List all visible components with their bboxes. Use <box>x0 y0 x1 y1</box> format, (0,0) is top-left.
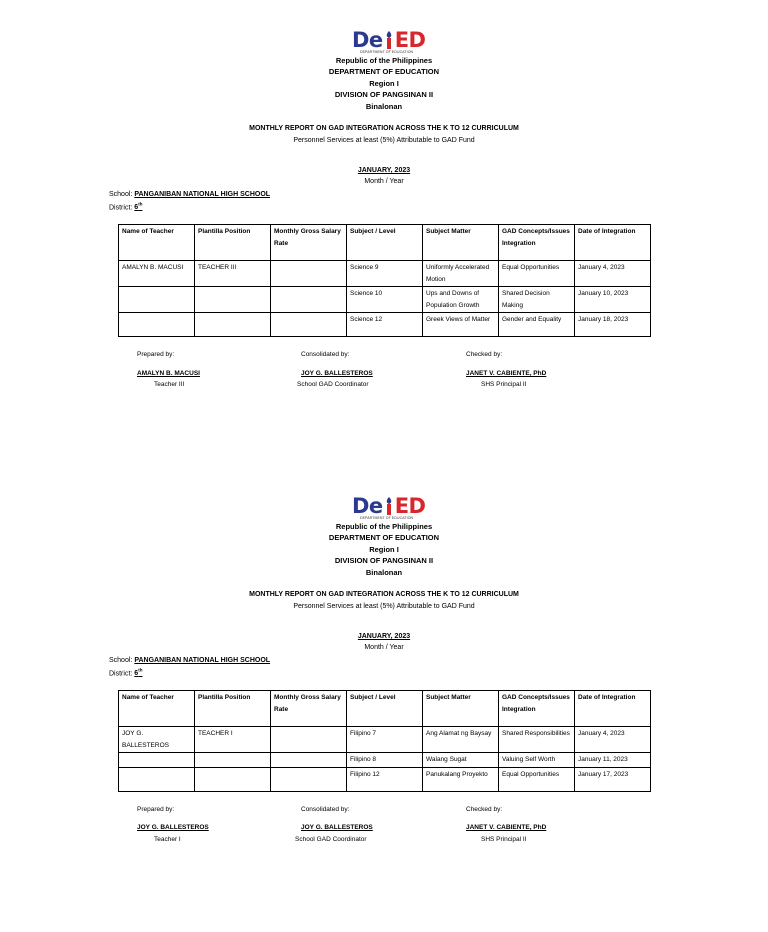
checked-by-label: Checked by: <box>466 806 503 813</box>
report-title: MONTHLY REPORT ON GAD INTEGRATION ACROSS THE K TO 12 CURRICULUM <box>249 125 519 132</box>
checked-by-label: Checked by: <box>466 351 503 358</box>
col-header: GAD Concepts/Issues Integration <box>499 691 575 727</box>
torch-icon <box>383 31 395 49</box>
month-value: JANUARY, 2023 <box>357 633 411 640</box>
matter-cell: Ups and Downs of Population Growth <box>423 287 499 313</box>
matter-cell: Ang Alamat ng Baysay <box>423 727 499 753</box>
date-cell: January 4, 2023 <box>575 727 651 753</box>
table-header-row <box>119 691 651 727</box>
torch-icon <box>383 497 395 515</box>
header-region: Region I <box>369 79 399 88</box>
table-row <box>119 287 651 313</box>
table-row <box>119 767 651 791</box>
preparer-role: Teacher I <box>154 836 181 843</box>
principal-role: SHS Principal II <box>481 836 527 843</box>
position-cell: TEACHER III <box>195 261 271 287</box>
subject-cell: Filipino 12 <box>347 767 423 791</box>
subject-cell: Filipino 8 <box>347 753 423 768</box>
report-title: MONTHLY REPORT ON GAD INTEGRATION ACROSS THE K TO 12 CURRICULUM <box>249 591 519 598</box>
date-cell: January 17, 2023 <box>575 767 651 791</box>
deped-logo: De ED DEPARTMENT OF EDUCATION <box>352 28 426 54</box>
principal-role: SHS Principal II <box>481 381 527 388</box>
district-line: District: 6th <box>109 202 143 212</box>
header-department: DEPARTMENT OF EDUCATION <box>328 67 440 76</box>
school-line: School: PANGANIBAN NATIONAL HIGH SCHOOL <box>109 657 271 664</box>
concept-cell: Gender and Equality <box>499 313 575 337</box>
prepared-by-label: Prepared by: <box>137 806 175 813</box>
report-subtitle: Personnel Services at least (5%) Attributable to GAD Fund <box>293 137 475 144</box>
deped-logo: De ED DEPARTMENT OF EDUCATION <box>352 494 426 520</box>
col-header: Date of Integration <box>575 225 651 261</box>
matter-cell: Uniformly Accelerated Motion <box>423 261 499 287</box>
table-row <box>119 727 651 753</box>
preparer-role: Teacher III <box>154 381 185 388</box>
header-department: DEPARTMENT OF EDUCATION <box>328 533 440 542</box>
col-header: Name of Teacher <box>119 691 195 727</box>
date-cell: January 10, 2023 <box>575 287 651 313</box>
date-cell: January 18, 2023 <box>575 313 651 337</box>
report-page-2 <box>0 466 768 932</box>
concept-cell: Equal Opportunities <box>499 767 575 791</box>
col-header: GAD Concepts/Issues Integration <box>499 225 575 261</box>
table-row <box>119 313 651 337</box>
month-label: Month / Year <box>364 178 404 185</box>
consolidated-by-label: Consolidated by: <box>301 806 350 813</box>
col-header: Monthly Gross Salary Rate <box>271 691 347 727</box>
consolidated-by-label: Consolidated by: <box>301 351 350 358</box>
coordinator-name: JOY G. BALLESTEROS <box>301 370 373 377</box>
concept-cell: Equal Opportunities <box>499 261 575 287</box>
table-row <box>119 261 651 287</box>
header-republic: Republic of the Philippines <box>335 522 433 531</box>
col-header: Monthly Gross Salary Rate <box>271 225 347 261</box>
table-row <box>119 753 651 768</box>
gad-table <box>118 224 651 337</box>
principal-name: JANET V. CABIENTE, PhD <box>466 824 547 831</box>
col-header: Subject Matter <box>423 225 499 261</box>
table-header-row <box>119 225 651 261</box>
col-header: Date of Integration <box>575 691 651 727</box>
concept-cell: Shared Responsibilities <box>499 727 575 753</box>
col-header: Plantilla Position <box>195 225 271 261</box>
col-header: Name of Teacher <box>119 225 195 261</box>
principal-name: JANET V. CABIENTE, PhD <box>466 370 547 377</box>
col-header: Subject Matter <box>423 691 499 727</box>
position-cell: TEACHER I <box>195 727 271 753</box>
month-label: Month / Year <box>364 644 404 651</box>
header-division: DIVISION OF PANGSINAN II <box>334 90 434 99</box>
date-cell: January 4, 2023 <box>575 261 651 287</box>
salary-cell <box>271 727 347 753</box>
teacher-cell: AMALYN B. MACUSI <box>119 261 195 287</box>
header-republic: Republic of the Philippines <box>335 56 433 65</box>
col-header: Subject / Level <box>347 691 423 727</box>
subject-cell: Science 12 <box>347 313 423 337</box>
header-municipality: Binalonan <box>365 102 403 111</box>
col-header: Subject / Level <box>347 225 423 261</box>
district-line: District: 6th <box>109 668 143 678</box>
date-cell: January 11, 2023 <box>575 753 651 768</box>
gad-table <box>118 690 651 792</box>
coordinator-name: JOY G. BALLESTEROS <box>301 824 373 831</box>
coordinator-role: School GAD Coordinator <box>295 836 367 843</box>
prepared-by-label: Prepared by: <box>137 351 175 358</box>
preparer-name: AMALYN B. MACUSI <box>137 370 200 377</box>
report-subtitle: Personnel Services at least (5%) Attributable to GAD Fund <box>293 603 475 610</box>
matter-cell: Panukalang Proyekto <box>423 767 499 791</box>
coordinator-role: School GAD Coordinator <box>297 381 369 388</box>
col-header: Plantilla Position <box>195 691 271 727</box>
subject-cell: Science 9 <box>347 261 423 287</box>
subject-cell: Science 10 <box>347 287 423 313</box>
preparer-name: JOY G. BALLESTEROS <box>137 824 209 831</box>
header-region: Region I <box>369 545 399 554</box>
concept-cell: Shared Decision Making <box>499 287 575 313</box>
subject-cell: Filipino 7 <box>347 727 423 753</box>
header-division: DIVISION OF PANGSINAN II <box>334 556 434 565</box>
matter-cell: Walang Sugat <box>423 753 499 768</box>
school-line: School: PANGANIBAN NATIONAL HIGH SCHOOL <box>109 191 271 198</box>
month-value: JANUARY, 2023 <box>357 167 411 174</box>
matter-cell: Greek Views of Matter <box>423 313 499 337</box>
salary-cell <box>271 261 347 287</box>
concept-cell: Valuing Self Worth <box>499 753 575 768</box>
header-municipality: Binalonan <box>365 568 403 577</box>
teacher-cell: JOY G. BALLESTEROS <box>119 727 195 753</box>
